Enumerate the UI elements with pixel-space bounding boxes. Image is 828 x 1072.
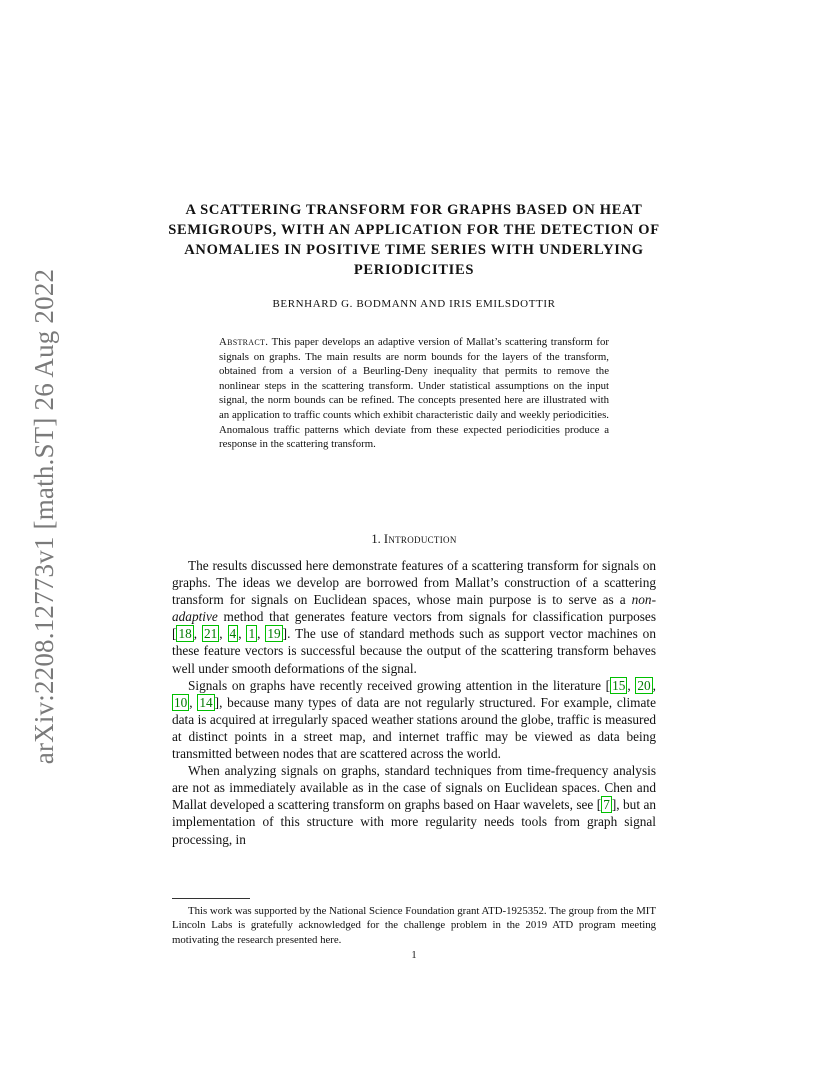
- citation-link[interactable]: 7: [603, 797, 610, 813]
- paragraph-1-emphasis: non-adaptive: [172, 592, 656, 625]
- abstract-label: Abstract.: [219, 336, 269, 348]
- arxiv-stamp-text: arXiv:2208.12773v1 [math.ST] 26 Aug 2022: [29, 268, 60, 764]
- paragraph-1-text-a: The results discussed here demonstrate features of a scattering transform for signals on graphs. The ideas we develop are borrowed from Mallat’s construction of a scattering transform for signals on Euclidean spaces, whose main purpose is to serve as a: [172, 558, 656, 608]
- citation-link[interactable]: 14: [199, 694, 213, 710]
- section-number: 1.: [371, 532, 381, 546]
- citation-link[interactable]: 21: [203, 626, 218, 642]
- footnote: [172, 904, 656, 947]
- footnote-text: This work was supported by the National Science Foundation grant ATD-1925352. The group from the MIT Lincoln Labs is gratefully acknowledged for the challenge problem in the 2019 ATD program meeting motivating the research presented here.: [172, 905, 656, 946]
- citation-link[interactable]: 19: [267, 626, 281, 642]
- abstract-text: This paper develops an adaptive version of Mallat’s scattering transform for signals on graphs. The main results are norm bounds for the layers of the transform, obtained from a version of a Beurling-Deny inequality that permits to remove the nonlinear steps in the scattering transform. Under statistical assumptions on the input signal, the norm bounds can be refined. The concepts presented here are illustrated with an application to traffic counts which exhibit characteristic daily and weekly periodicities. Anomalous traffic patterns which deviate from these expected periodicities produce a response in the scattering transform.: [219, 336, 609, 451]
- footnote-divider: [172, 898, 250, 899]
- citation-link[interactable]: 10: [174, 694, 188, 710]
- citation-link[interactable]: 15: [612, 677, 626, 693]
- paragraph-2-text-a: Signals on graphs have recently received growing attention in the literature [: [188, 677, 611, 693]
- abstract: [219, 335, 609, 452]
- paragraph-2-text-b: ], because many types of data are not regularly structured. For example, climate data is acquired at irregularly spaced weather stations around the globe, traffic is measured at distinct points in a street map, and internet traffic may be viewed as data being transmitted between nodes that are scattered across the world.: [172, 694, 656, 762]
- paragraph-1-text-c: ]. The use of standard methods such as support vector machines on these feature vectors is successful because the output of the scattering transform behaves well under smooth deformations of the signal.: [172, 626, 656, 676]
- paragraph-1-text-b: method that generates feature vectors from signals for classification purposes [: [172, 609, 656, 642]
- section-heading: [172, 532, 656, 547]
- paper-title: A SCATTERING TRANSFORM FOR GRAPHS BASED ON HEAT SEMIGROUPS, WITH AN APPLICATION FOR THE DETECTION OF ANOMALIES IN POSITIVE TIME SERIES WITH UNDERLYING PERIODICITIES: [168, 202, 660, 278]
- main-body: [172, 557, 656, 848]
- citation-link[interactable]: 20: [637, 677, 651, 693]
- paragraph-3-text-a: When analyzing signals on graphs, standard techniques from time-frequency analysis are not as immediately available as in the case of signals on Euclidean spaces. Chen and Mallat developed a scattering transform on graphs based on Haar wavelets, see [: [172, 763, 656, 813]
- citation-link[interactable]: 1: [248, 626, 256, 642]
- author-list: BERNHARD G. BODMANN AND IRIS EMILSDOTTIR: [272, 298, 556, 310]
- section-title-text: Introduction: [383, 532, 457, 546]
- paragraph-3: [172, 762, 656, 847]
- citation-link[interactable]: 4: [229, 626, 237, 642]
- paragraph-1: The results discussed here demonstrate features of a scattering transform for signals on graphs. The ideas we develop are borrowed from Mallat’s construction of a scattering transform for signals on Euclidean spaces, whose main purpose is to serve as a non-adaptive method that generates feature vectors from signals for classification purposes [ 18 , 21 , 4 , 1 , 19 ]. The use of standard methods such as support vector machines on these feature vectors is successful because the output of the scattering transform behaves well under smooth deformations of the signal.: [172, 558, 656, 676]
- arxiv-identifier-stamp: [25, 266, 65, 766]
- page-number: 1: [411, 950, 417, 961]
- paragraph-3-text-b: ], but an implementation of this structure with more regularity needs tools from graph signal processing, in: [172, 797, 656, 847]
- citation-link[interactable]: 18: [178, 626, 192, 642]
- paragraph-2: Signals on graphs have recently received growing attention in the literature [ 15 , 20 , 10 , 14 ], because many types of data are not regularly structured. For example, climate data is acquired at irregularly spaced weather stations around the globe, traffic is measured at distinct points in a street map, and internet traffic may be viewed as data being transmitted between nodes that are scattered across the world.: [172, 677, 656, 762]
